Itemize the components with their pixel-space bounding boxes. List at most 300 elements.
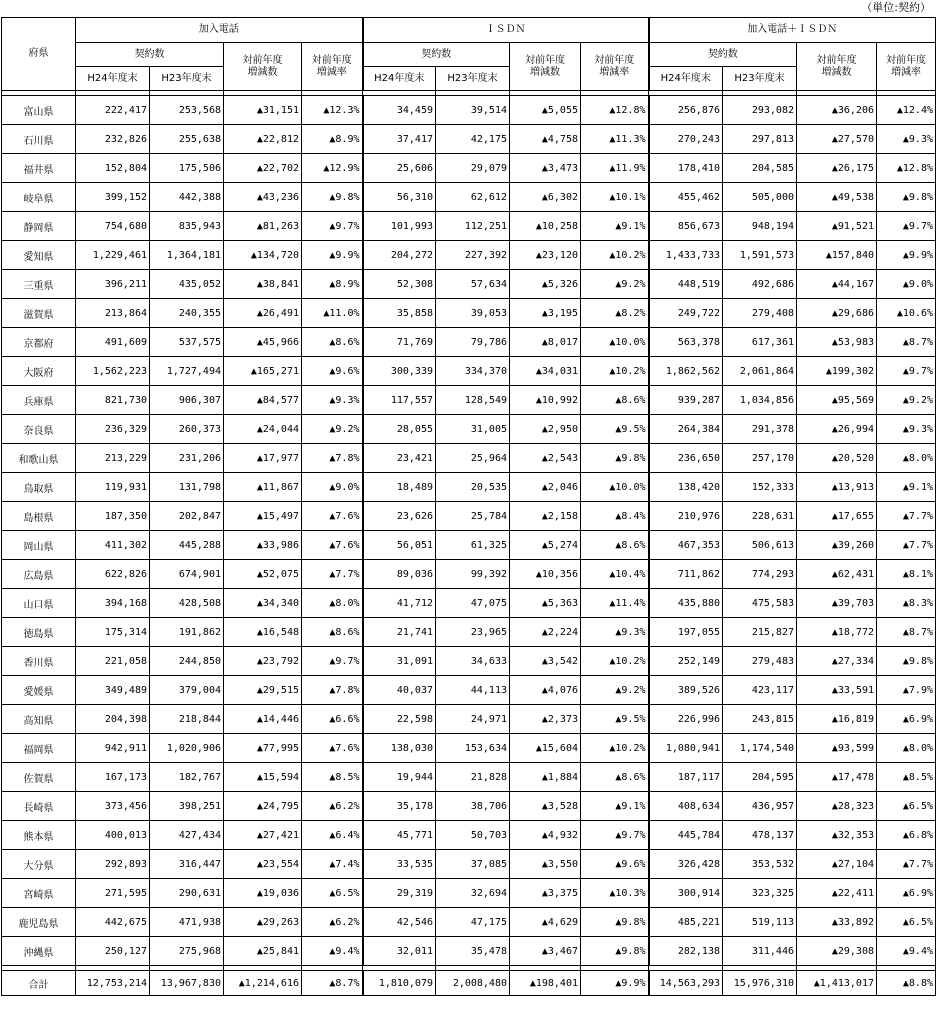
total-rate-cell: ▲9.9% <box>877 241 936 270</box>
prefecture-cell: 岡山県 <box>2 531 76 560</box>
table-row <box>2 154 936 183</box>
phone-h23-cell: 427,434 <box>150 821 224 850</box>
total-h24-cell: 1,433,733 <box>649 241 723 270</box>
prefecture-cell: 岐阜県 <box>2 183 76 212</box>
total-diff-cell: ▲33,892 <box>797 908 877 937</box>
isdn-h23-cell: 29,079 <box>436 154 510 183</box>
phone-rate-cell: ▲9.3% <box>302 386 363 415</box>
phone-rate-cell: ▲9.4% <box>302 937 363 966</box>
diff-header: 対前年度 増減数 <box>797 43 877 91</box>
phone-rate-cell: ▲7.6% <box>302 502 363 531</box>
phone-h24-cell: 373,456 <box>76 792 150 821</box>
total-h23-cell: 15,976,310 <box>723 971 797 996</box>
phone-h24-cell: 271,595 <box>76 879 150 908</box>
total-rate-cell: ▲12.4% <box>877 96 936 125</box>
isdn-diff-cell: ▲2,543 <box>510 444 581 473</box>
total-diff-cell: ▲39,703 <box>797 589 877 618</box>
phone-diff-cell: ▲38,841 <box>224 270 302 299</box>
isdn-diff-cell: ▲23,120 <box>510 241 581 270</box>
total-h23-cell: 1,174,540 <box>723 734 797 763</box>
total-h24-cell: 210,976 <box>649 502 723 531</box>
isdn-h24-cell: 117,557 <box>363 386 436 415</box>
phone-rate-cell: ▲7.7% <box>302 560 363 589</box>
isdn-rate-cell: ▲9.8% <box>581 937 649 966</box>
prefecture-cell: 沖縄県 <box>2 937 76 966</box>
isdn-diff-cell: ▲3,467 <box>510 937 581 966</box>
isdn-h24-cell: 29,319 <box>363 879 436 908</box>
table-row <box>2 647 936 676</box>
isdn-diff-cell: ▲5,055 <box>510 96 581 125</box>
table-row <box>2 328 936 357</box>
total-h23-cell: 505,000 <box>723 183 797 212</box>
total-h23-cell: 293,082 <box>723 96 797 125</box>
phone-h23-cell: 191,862 <box>150 618 224 647</box>
phone-rate-cell: ▲9.6% <box>302 357 363 386</box>
prefecture-cell: 宮崎県 <box>2 879 76 908</box>
phone-h24-cell: 187,350 <box>76 502 150 531</box>
total-h24-cell: 178,410 <box>649 154 723 183</box>
prefecture-cell: 和歌山県 <box>2 444 76 473</box>
diff-header: 対前年度 増減数 <box>224 43 302 91</box>
phone-h24-cell: 167,173 <box>76 763 150 792</box>
total-h23-cell: 279,483 <box>723 647 797 676</box>
phone-rate-cell: ▲6.2% <box>302 908 363 937</box>
total-h24-cell: 236,650 <box>649 444 723 473</box>
prefecture-cell: 高知県 <box>2 705 76 734</box>
isdn-rate-cell: ▲9.7% <box>581 821 649 850</box>
isdn-h24-cell: 56,051 <box>363 531 436 560</box>
phone-h23-cell: 240,355 <box>150 299 224 328</box>
phone-h24-cell: 394,168 <box>76 589 150 618</box>
total-diff-cell: ▲29,686 <box>797 299 877 328</box>
isdn-h24-cell: 204,272 <box>363 241 436 270</box>
total-rate-cell: ▲9.0% <box>877 270 936 299</box>
phone-diff-cell: ▲165,271 <box>224 357 302 386</box>
phone-h24-cell: 442,675 <box>76 908 150 937</box>
total-h24-cell: 14,563,293 <box>649 971 723 996</box>
isdn-rate-cell: ▲10.0% <box>581 473 649 502</box>
isdn-h24-cell: 18,489 <box>363 473 436 502</box>
year-header-h24: H24年度末 <box>363 67 436 91</box>
total-diff-cell: ▲13,913 <box>797 473 877 502</box>
isdn-h23-cell: 35,478 <box>436 937 510 966</box>
phone-diff-cell: ▲81,263 <box>224 212 302 241</box>
table-row <box>2 473 936 502</box>
phone-diff-cell: ▲45,966 <box>224 328 302 357</box>
phone-h23-cell: 231,206 <box>150 444 224 473</box>
phone-h23-cell: 255,638 <box>150 125 224 154</box>
isdn-h24-cell: 89,036 <box>363 560 436 589</box>
isdn-h24-cell: 40,037 <box>363 676 436 705</box>
isdn-rate-cell: ▲10.2% <box>581 357 649 386</box>
prefecture-cell: 静岡県 <box>2 212 76 241</box>
phone-h23-cell: 435,052 <box>150 270 224 299</box>
total-h23-cell: 291,378 <box>723 415 797 444</box>
total-diff-cell: ▲199,302 <box>797 357 877 386</box>
phone-h23-cell: 244,850 <box>150 647 224 676</box>
total-h23-cell: 436,957 <box>723 792 797 821</box>
isdn-rate-cell: ▲9.8% <box>581 444 649 473</box>
isdn-diff-cell: ▲10,258 <box>510 212 581 241</box>
phone-h24-cell: 236,329 <box>76 415 150 444</box>
isdn-h23-cell: 99,392 <box>436 560 510 589</box>
table-row <box>2 734 936 763</box>
isdn-diff-cell: ▲2,224 <box>510 618 581 647</box>
table-row <box>2 676 936 705</box>
total-rate-cell: ▲8.0% <box>877 734 936 763</box>
total-h23-cell: 519,113 <box>723 908 797 937</box>
isdn-rate-cell: ▲8.2% <box>581 299 649 328</box>
isdn-h23-cell: 153,634 <box>436 734 510 763</box>
isdn-rate-cell: ▲10.2% <box>581 241 649 270</box>
total-rate-cell: ▲9.1% <box>877 473 936 502</box>
phone-rate-cell: ▲7.6% <box>302 531 363 560</box>
total-h24-cell: 711,862 <box>649 560 723 589</box>
table-row <box>2 96 936 125</box>
pref-header: 府県 <box>2 18 76 91</box>
total-h24-cell: 445,784 <box>649 821 723 850</box>
total-h23-cell: 323,325 <box>723 879 797 908</box>
phone-h24-cell: 221,058 <box>76 647 150 676</box>
phone-rate-cell: ▲8.6% <box>302 618 363 647</box>
table-row <box>2 357 936 386</box>
total-h23-cell: 492,686 <box>723 270 797 299</box>
prefecture-cell: 山口県 <box>2 589 76 618</box>
total-row <box>2 971 936 996</box>
isdn-h23-cell: 61,325 <box>436 531 510 560</box>
total-rate-cell: ▲9.3% <box>877 415 936 444</box>
isdn-rate-cell: ▲8.4% <box>581 502 649 531</box>
phone-diff-cell: ▲17,977 <box>224 444 302 473</box>
phone-h24-cell: 622,826 <box>76 560 150 589</box>
phone-rate-cell: ▲9.8% <box>302 183 363 212</box>
phone-h23-cell: 442,388 <box>150 183 224 212</box>
table-row <box>2 821 936 850</box>
total-h23-cell: 215,827 <box>723 618 797 647</box>
isdn-diff-cell: ▲10,992 <box>510 386 581 415</box>
phone-diff-cell: ▲15,497 <box>224 502 302 531</box>
phone-diff-cell: ▲22,702 <box>224 154 302 183</box>
isdn-rate-cell: ▲9.9% <box>581 971 649 996</box>
isdn-rate-cell: ▲9.8% <box>581 908 649 937</box>
isdn-h24-cell: 22,598 <box>363 705 436 734</box>
total-diff-cell: ▲36,206 <box>797 96 877 125</box>
phone-rate-cell: ▲8.9% <box>302 125 363 154</box>
phone-h24-cell: 400,013 <box>76 821 150 850</box>
prefecture-cell: 長崎県 <box>2 792 76 821</box>
isdn-h23-cell: 2,008,480 <box>436 971 510 996</box>
total-h24-cell: 187,117 <box>649 763 723 792</box>
total-h24-cell: 435,880 <box>649 589 723 618</box>
phone-rate-cell: ▲9.7% <box>302 647 363 676</box>
isdn-h24-cell: 19,944 <box>363 763 436 792</box>
isdn-h23-cell: 37,085 <box>436 850 510 879</box>
phone-diff-cell: ▲23,792 <box>224 647 302 676</box>
table-row <box>2 212 936 241</box>
phone-diff-cell: ▲25,841 <box>224 937 302 966</box>
isdn-diff-cell: ▲2,373 <box>510 705 581 734</box>
total-diff-cell: ▲95,569 <box>797 386 877 415</box>
unit-note: （単位:契約） <box>861 1 931 14</box>
total-h24-cell: 249,722 <box>649 299 723 328</box>
total-h24-cell: 300,914 <box>649 879 723 908</box>
total-h23-cell: 948,194 <box>723 212 797 241</box>
isdn-rate-cell: ▲8.6% <box>581 386 649 415</box>
phone-diff-cell: ▲19,036 <box>224 879 302 908</box>
total-h24-cell: 1,080,941 <box>649 734 723 763</box>
total-rate-cell: ▲6.5% <box>877 908 936 937</box>
isdn-rate-cell: ▲12.8% <box>581 96 649 125</box>
diff-header: 対前年度 増減数 <box>510 43 581 91</box>
prefecture-cell: 愛媛県 <box>2 676 76 705</box>
phone-rate-cell: ▲6.5% <box>302 879 363 908</box>
prefecture-cell: 大分県 <box>2 850 76 879</box>
prefecture-cell: 広島県 <box>2 560 76 589</box>
group-header-total: 加入電話＋ＩＳＤＮ <box>649 18 936 43</box>
total-h23-cell: 228,631 <box>723 502 797 531</box>
phone-h23-cell: 1,364,181 <box>150 241 224 270</box>
isdn-diff-cell: ▲5,274 <box>510 531 581 560</box>
table-row <box>2 850 936 879</box>
isdn-diff-cell: ▲10,356 <box>510 560 581 589</box>
total-h23-cell: 204,595 <box>723 763 797 792</box>
phone-diff-cell: ▲34,340 <box>224 589 302 618</box>
isdn-h24-cell: 42,546 <box>363 908 436 937</box>
phone-rate-cell: ▲8.7% <box>302 971 363 996</box>
phone-diff-cell: ▲84,577 <box>224 386 302 415</box>
isdn-rate-cell: ▲11.9% <box>581 154 649 183</box>
phone-h24-cell: 152,804 <box>76 154 150 183</box>
phone-h23-cell: 1,020,906 <box>150 734 224 763</box>
total-diff-cell: ▲17,655 <box>797 502 877 531</box>
isdn-diff-cell: ▲3,375 <box>510 879 581 908</box>
total-diff-cell: ▲1,413,017 <box>797 971 877 996</box>
total-rate-cell: ▲9.3% <box>877 125 936 154</box>
phone-rate-cell: ▲6.6% <box>302 705 363 734</box>
total-h24-cell: 408,634 <box>649 792 723 821</box>
isdn-rate-cell: ▲8.6% <box>581 531 649 560</box>
total-rate-cell: ▲8.1% <box>877 560 936 589</box>
isdn-h24-cell: 71,769 <box>363 328 436 357</box>
total-diff-cell: ▲33,591 <box>797 676 877 705</box>
prefecture-cell: 愛知県 <box>2 241 76 270</box>
phone-rate-cell: ▲11.0% <box>302 299 363 328</box>
total-h23-cell: 774,293 <box>723 560 797 589</box>
subscription-table <box>1 17 936 996</box>
total-diff-cell: ▲29,308 <box>797 937 877 966</box>
phone-h24-cell: 12,753,214 <box>76 971 150 996</box>
isdn-rate-cell: ▲9.1% <box>581 792 649 821</box>
total-rate-cell: ▲8.7% <box>877 618 936 647</box>
phone-h24-cell: 349,489 <box>76 676 150 705</box>
isdn-diff-cell: ▲34,031 <box>510 357 581 386</box>
total-rate-cell: ▲9.7% <box>877 212 936 241</box>
isdn-rate-cell: ▲10.0% <box>581 328 649 357</box>
table-row <box>2 531 936 560</box>
isdn-diff-cell: ▲4,758 <box>510 125 581 154</box>
total-h23-cell: 311,446 <box>723 937 797 966</box>
total-diff-cell: ▲53,983 <box>797 328 877 357</box>
total-h23-cell: 243,815 <box>723 705 797 734</box>
phone-h24-cell: 222,417 <box>76 96 150 125</box>
isdn-h23-cell: 47,075 <box>436 589 510 618</box>
total-h24-cell: 389,526 <box>649 676 723 705</box>
table-row <box>2 908 936 937</box>
year-header-h24: H24年度末 <box>649 67 723 91</box>
total-h24-cell: 282,138 <box>649 937 723 966</box>
isdn-h24-cell: 52,308 <box>363 270 436 299</box>
year-header-h23: H23年度末 <box>723 67 797 91</box>
isdn-h23-cell: 334,370 <box>436 357 510 386</box>
phone-diff-cell: ▲26,491 <box>224 299 302 328</box>
table-row <box>2 183 936 212</box>
phone-h24-cell: 213,864 <box>76 299 150 328</box>
phone-h23-cell: 260,373 <box>150 415 224 444</box>
phone-h24-cell: 232,826 <box>76 125 150 154</box>
prefecture-cell: 三重県 <box>2 270 76 299</box>
phone-rate-cell: ▲12.9% <box>302 154 363 183</box>
table-row <box>2 241 936 270</box>
total-h23-cell: 478,137 <box>723 821 797 850</box>
total-h24-cell: 270,243 <box>649 125 723 154</box>
prefecture-cell: 合計 <box>2 971 76 996</box>
isdn-h24-cell: 31,091 <box>363 647 436 676</box>
prefecture-cell: 徳島県 <box>2 618 76 647</box>
isdn-h24-cell: 138,030 <box>363 734 436 763</box>
total-diff-cell: ▲157,840 <box>797 241 877 270</box>
isdn-rate-cell: ▲9.2% <box>581 270 649 299</box>
total-h23-cell: 423,117 <box>723 676 797 705</box>
isdn-h24-cell: 33,535 <box>363 850 436 879</box>
phone-h24-cell: 942,911 <box>76 734 150 763</box>
phone-diff-cell: ▲16,548 <box>224 618 302 647</box>
prefecture-cell: 兵庫県 <box>2 386 76 415</box>
phone-h23-cell: 398,251 <box>150 792 224 821</box>
isdn-h23-cell: 47,175 <box>436 908 510 937</box>
isdn-rate-cell: ▲9.5% <box>581 415 649 444</box>
phone-rate-cell: ▲7.6% <box>302 734 363 763</box>
isdn-rate-cell: ▲10.2% <box>581 734 649 763</box>
isdn-h23-cell: 23,965 <box>436 618 510 647</box>
total-rate-cell: ▲9.8% <box>877 183 936 212</box>
isdn-h23-cell: 20,535 <box>436 473 510 502</box>
total-diff-cell: ▲16,819 <box>797 705 877 734</box>
total-rate-cell: ▲6.9% <box>877 705 936 734</box>
total-h24-cell: 1,862,562 <box>649 357 723 386</box>
total-diff-cell: ▲27,104 <box>797 850 877 879</box>
total-h23-cell: 279,408 <box>723 299 797 328</box>
phone-h24-cell: 821,730 <box>76 386 150 415</box>
isdn-diff-cell: ▲4,076 <box>510 676 581 705</box>
total-h24-cell: 226,996 <box>649 705 723 734</box>
isdn-h24-cell: 25,606 <box>363 154 436 183</box>
isdn-h23-cell: 38,706 <box>436 792 510 821</box>
isdn-rate-cell: ▲9.1% <box>581 212 649 241</box>
total-diff-cell: ▲32,353 <box>797 821 877 850</box>
phone-rate-cell: ▲6.4% <box>302 821 363 850</box>
isdn-rate-cell: ▲11.4% <box>581 589 649 618</box>
phone-h23-cell: 175,506 <box>150 154 224 183</box>
phone-diff-cell: ▲11,867 <box>224 473 302 502</box>
total-h24-cell: 197,055 <box>649 618 723 647</box>
phone-diff-cell: ▲23,554 <box>224 850 302 879</box>
total-rate-cell: ▲6.8% <box>877 821 936 850</box>
phone-diff-cell: ▲77,995 <box>224 734 302 763</box>
phone-h24-cell: 119,931 <box>76 473 150 502</box>
isdn-rate-cell: ▲10.3% <box>581 879 649 908</box>
phone-diff-cell: ▲15,594 <box>224 763 302 792</box>
total-h23-cell: 2,061,864 <box>723 357 797 386</box>
isdn-diff-cell: ▲5,326 <box>510 270 581 299</box>
phone-rate-cell: ▲12.3% <box>302 96 363 125</box>
total-diff-cell: ▲27,334 <box>797 647 877 676</box>
total-rate-cell: ▲8.0% <box>877 444 936 473</box>
table-row <box>2 618 936 647</box>
table-row <box>2 763 936 792</box>
isdn-h23-cell: 50,703 <box>436 821 510 850</box>
phone-rate-cell: ▲7.8% <box>302 676 363 705</box>
total-h24-cell: 264,384 <box>649 415 723 444</box>
isdn-h23-cell: 62,612 <box>436 183 510 212</box>
isdn-diff-cell: ▲3,528 <box>510 792 581 821</box>
total-h23-cell: 1,591,573 <box>723 241 797 270</box>
phone-h24-cell: 292,893 <box>76 850 150 879</box>
isdn-rate-cell: ▲10.2% <box>581 647 649 676</box>
prefecture-cell: 奈良県 <box>2 415 76 444</box>
phone-h23-cell: 131,798 <box>150 473 224 502</box>
phone-rate-cell: ▲9.9% <box>302 241 363 270</box>
isdn-h23-cell: 25,784 <box>436 502 510 531</box>
total-diff-cell: ▲27,570 <box>797 125 877 154</box>
phone-h24-cell: 396,211 <box>76 270 150 299</box>
rate-header: 対前年度 増減率 <box>877 43 936 91</box>
year-header-h23: H23年度末 <box>436 67 510 91</box>
phone-h24-cell: 1,229,461 <box>76 241 150 270</box>
prefecture-cell: 滋賀県 <box>2 299 76 328</box>
phone-h23-cell: 253,568 <box>150 96 224 125</box>
year-header-h23: H23年度末 <box>150 67 224 91</box>
isdn-h23-cell: 79,786 <box>436 328 510 357</box>
total-rate-cell: ▲10.6% <box>877 299 936 328</box>
prefecture-cell: 京都府 <box>2 328 76 357</box>
phone-diff-cell: ▲1,214,616 <box>224 971 302 996</box>
isdn-h23-cell: 57,634 <box>436 270 510 299</box>
phone-diff-cell: ▲27,421 <box>224 821 302 850</box>
phone-h23-cell: 13,967,830 <box>150 971 224 996</box>
table-row <box>2 415 936 444</box>
isdn-diff-cell: ▲4,932 <box>510 821 581 850</box>
total-rate-cell: ▲12.8% <box>877 154 936 183</box>
isdn-rate-cell: ▲9.6% <box>581 850 649 879</box>
isdn-h23-cell: 128,549 <box>436 386 510 415</box>
total-rate-cell: ▲9.2% <box>877 386 936 415</box>
total-h23-cell: 204,585 <box>723 154 797 183</box>
isdn-diff-cell: ▲1,884 <box>510 763 581 792</box>
total-rate-cell: ▲7.7% <box>877 531 936 560</box>
isdn-h24-cell: 23,626 <box>363 502 436 531</box>
isdn-h23-cell: 31,005 <box>436 415 510 444</box>
isdn-diff-cell: ▲198,401 <box>510 971 581 996</box>
total-h24-cell: 455,462 <box>649 183 723 212</box>
isdn-diff-cell: ▲2,950 <box>510 415 581 444</box>
table-row <box>2 270 936 299</box>
phone-h23-cell: 316,447 <box>150 850 224 879</box>
phone-rate-cell: ▲7.8% <box>302 444 363 473</box>
phone-rate-cell: ▲7.4% <box>302 850 363 879</box>
phone-h23-cell: 202,847 <box>150 502 224 531</box>
isdn-diff-cell: ▲3,195 <box>510 299 581 328</box>
total-diff-cell: ▲93,599 <box>797 734 877 763</box>
